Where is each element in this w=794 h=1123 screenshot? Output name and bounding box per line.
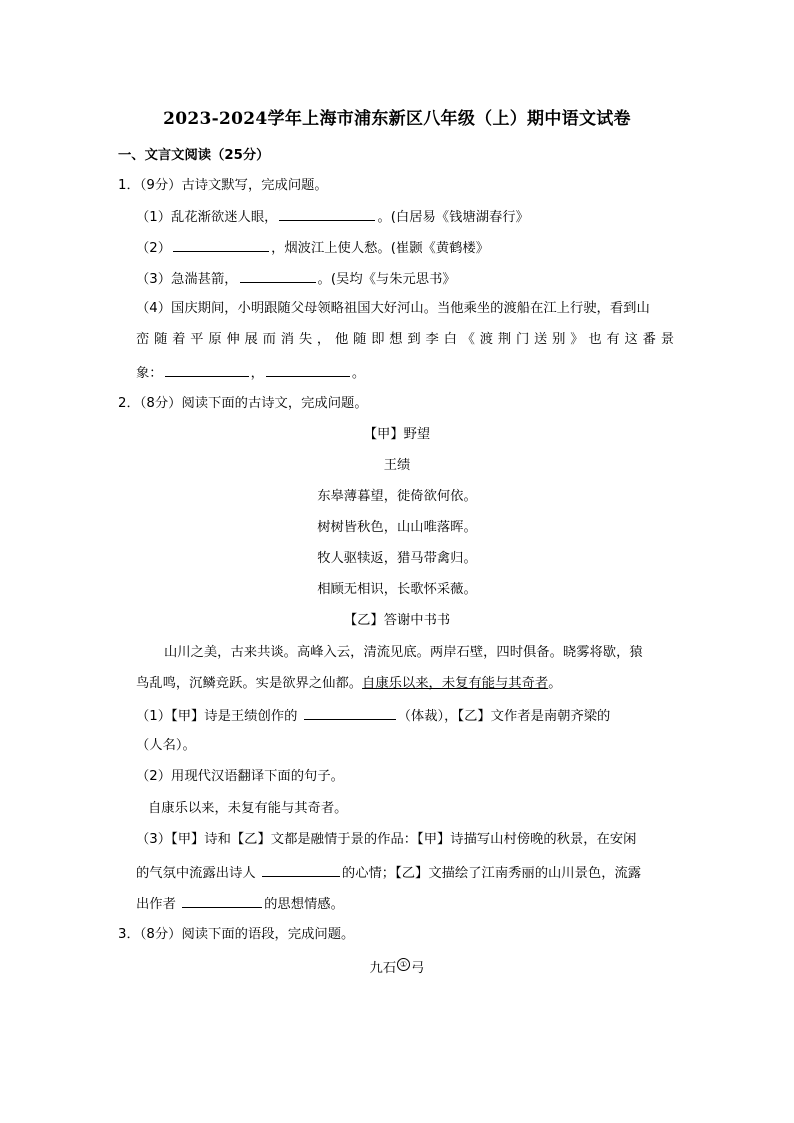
q2-sub3-text-d: 的思想情感。 (264, 897, 344, 912)
q2-sub2: （2）用现代汉语翻译下面的句子。 (136, 769, 344, 784)
q2-sub3-line3 (136, 893, 344, 915)
q1-part4-line3 (136, 362, 365, 384)
q2-sub1-text-a: （1）【甲】诗是王绩创作的 (136, 709, 302, 724)
q2-stem: 2．（8分）阅读下面的古诗文，完成问题。 (118, 396, 368, 411)
footnote-marker: ① (397, 958, 410, 971)
q1-part2-text-a: （2） (136, 241, 172, 256)
q3-title-text-a: 九石 (369, 961, 397, 976)
exam-title: 2023-2024学年上海市浦东新区八年级（上）期中语文试卷 (163, 109, 631, 129)
q1-part4-text-b: ， (250, 366, 264, 381)
q1-part3-text-a: （3）急湍甚箭， (136, 272, 238, 287)
q2-sub1-line1 (136, 705, 610, 727)
prose-title: 【乙】答谢中书书 (343, 613, 451, 628)
q1-part1 (136, 206, 529, 228)
q1-part3 (136, 268, 456, 290)
q1-part4-text-c: 。 (351, 366, 366, 381)
answer-blank[interactable] (182, 893, 262, 908)
answer-blank[interactable] (304, 705, 396, 720)
prose-line1: 山川之美，古来共谈。高峰入云，清流见底。两岸石壁，四时俱备。晓雾将歇，猿 (164, 645, 643, 660)
q2-sub3-line1: （3）【甲】诗和【乙】文都是融情于景的作品：【甲】诗描写山村傍晚的秋景，在安闲 (136, 832, 637, 847)
poem-title: 【甲】野望 (363, 427, 431, 442)
answer-blank[interactable] (279, 206, 375, 221)
answer-blank[interactable] (262, 862, 340, 877)
q3-title-text-b: 弓 (411, 961, 425, 976)
poem-line: 东皋薄暮望，徙倚欲何依。 (317, 489, 477, 504)
answer-blank[interactable] (266, 362, 350, 377)
answer-blank[interactable] (173, 237, 269, 252)
answer-blank[interactable] (165, 362, 249, 377)
q2-sub3-text-c: 出作者 (136, 897, 181, 912)
q1-part1-text-a: （1）乱花渐欲迷人眼， (136, 210, 278, 225)
prose-line2-text-b: 。 (548, 676, 562, 691)
q1-part2 (136, 237, 489, 259)
section-heading: 一、文言文阅读（25分） (118, 148, 270, 163)
q1-part4-line2: 峦随着平原伸展而消失，他随即想到李白《渡荆门送别》也有这番景 (136, 332, 674, 347)
poem-author: 王绩 (383, 458, 411, 473)
q1-part4-text-a: 象： (136, 366, 163, 381)
q2-sub3-text-b: 的心情；【乙】文描绘了江南秀丽的山川景色，流露 (341, 866, 642, 881)
poem-line: 相顾无相识，长歌怀采薇。 (317, 582, 477, 597)
poem-line: 树树皆秋色，山山唯落晖。 (317, 520, 477, 535)
q2-sub3-text-a: 的气氛中流露出诗人 (136, 866, 260, 881)
q1-stem: 1．（9分）古诗文默写，完成问题。 (118, 178, 328, 193)
underlined-sentence: 自康乐以来，未复有能与其奇者 (362, 676, 549, 691)
q3-stem: 3．（8分）阅读下面的语段，完成问题。 (118, 927, 355, 942)
q2-sub1-line2: （人名）。 (136, 738, 196, 753)
q1-part1-text-b: 。(白居易《钱塘湖春行》 (377, 210, 529, 225)
prose-line2-text-a: 鸟乱鸣，沉鳞竞跃。实是欲界之仙都。 (136, 676, 363, 691)
q1-part3-text-b: 。(吴均《与朱元思书》 (317, 272, 456, 287)
q3-passage-title (0, 958, 794, 979)
prose-line2 (136, 674, 562, 694)
q2-sub3-line2 (136, 862, 641, 884)
q1-part4-line1: （4）国庆期间，小明跟随父母领略祖国大好河山。当他乘坐的渡船在江上行驶，看到山 (136, 301, 650, 316)
answer-blank[interactable] (240, 268, 316, 283)
q2-sub2-sentence: 自康乐以来，未复有能与其奇者。 (148, 801, 348, 816)
q1-part2-text-b: ，烟波江上使人愁。(崔颢《黄鹤楼》 (271, 241, 489, 256)
poem-line: 牧人驱犊返，猎马带禽归。 (317, 551, 477, 566)
q2-sub1-text-b: （体裁），【乙】文作者是南朝齐梁的 (397, 709, 611, 724)
